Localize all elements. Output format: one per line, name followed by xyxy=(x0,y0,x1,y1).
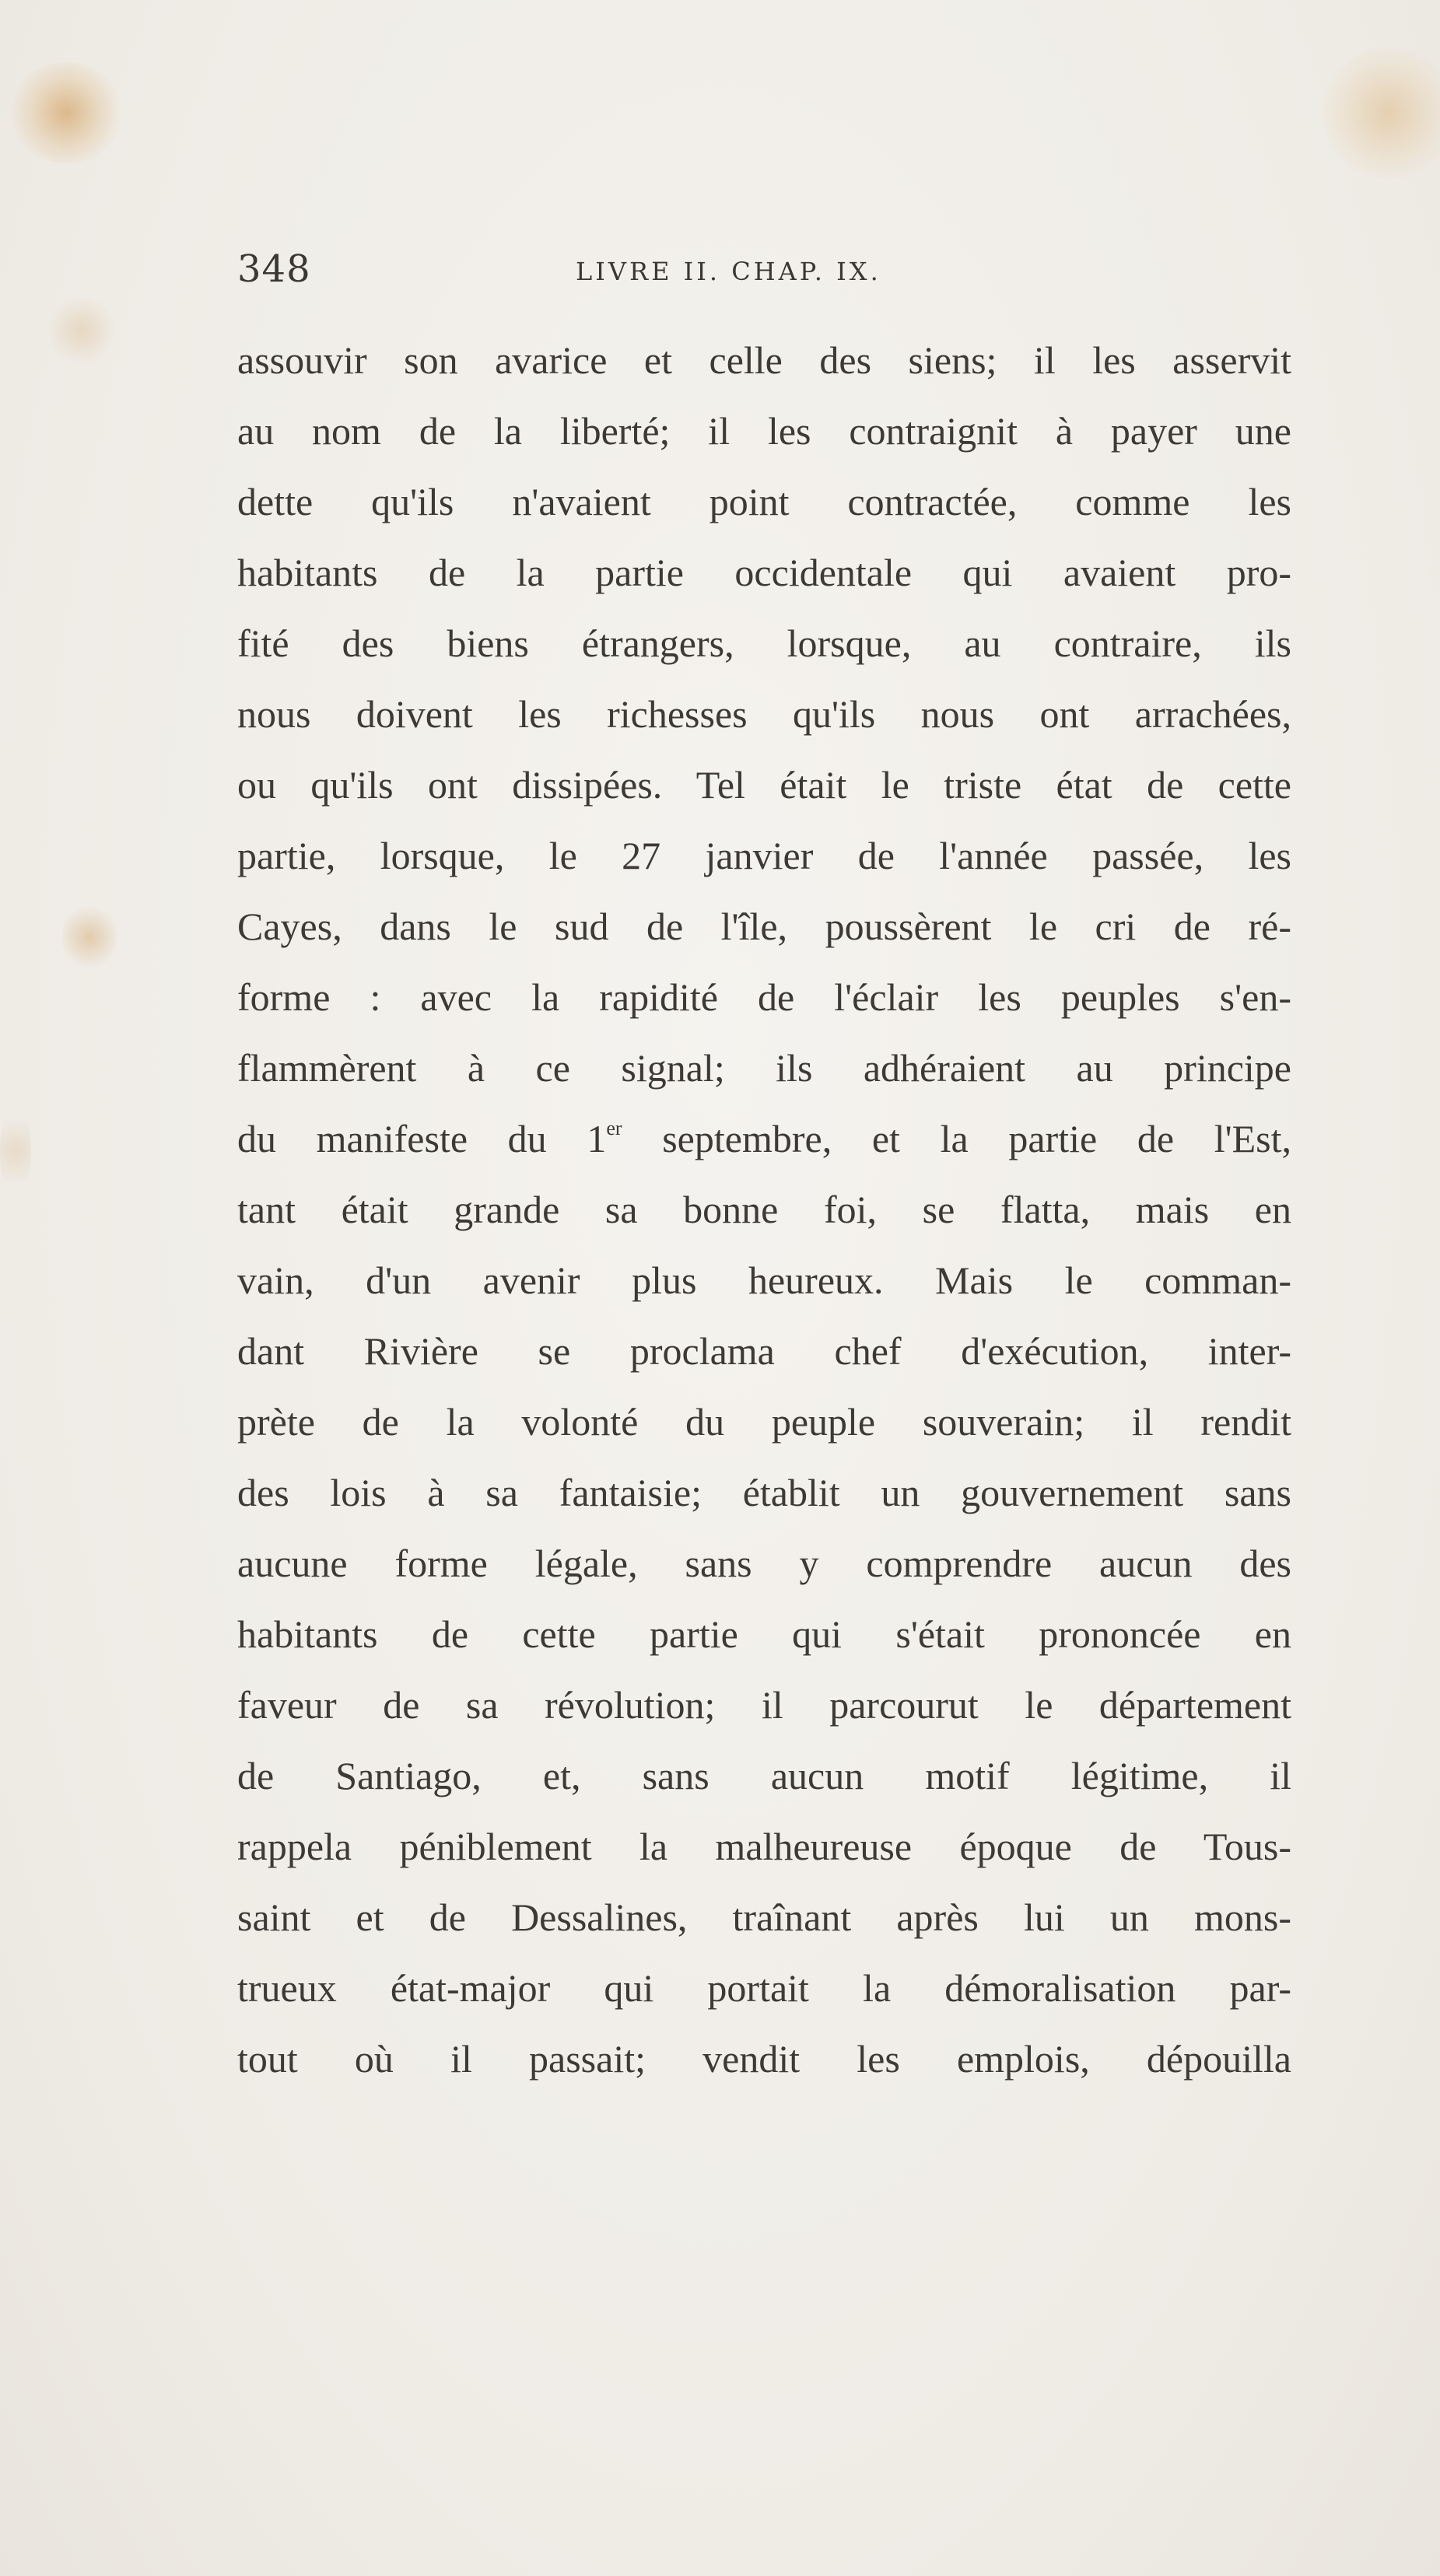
text-line: tout où il passait; vendit les emplois, dépouilla xyxy=(237,2037,1291,2081)
line-head: du manifeste du 1 xyxy=(237,1117,607,1160)
text-line: dant Rivière se proclama chef d'exécution, inter- xyxy=(237,1329,1291,1373)
text-line: nous doivent les richesses qu'ils nous ont arrachées, xyxy=(237,692,1291,736)
foxing-stain xyxy=(8,62,124,163)
line-tail: septembre, et la partie de l'Est, xyxy=(622,1117,1291,1160)
text-line: habitants de la partie occidentale qui avaient pro- xyxy=(237,551,1291,594)
foxing-stain xyxy=(1323,47,1440,179)
text-line: Cayes, dans le sud de l'île, poussèrent le cri de ré- xyxy=(237,905,1291,948)
running-head: LIVRE II. CHAP. IX. xyxy=(576,257,881,286)
body-text xyxy=(237,325,1291,2095)
text-line: de Santiago, et, sans aucun motif légitime, il xyxy=(237,1754,1291,1797)
text-line: habitants de cette partie qui s'était prononcée en xyxy=(237,1612,1291,1656)
text-line: ou qu'ils ont dissipées. Tel était le triste état de cette xyxy=(237,763,1291,807)
text-line: trueux état-major qui portait la démoralisation par- xyxy=(237,1966,1291,2010)
text-line-with-superscript xyxy=(237,1104,1291,1174)
text-line: forme : avec la rapidité de l'éclair les peuples s'en- xyxy=(237,975,1291,1019)
text-line: aucune forme légale, sans y comprendre aucun des xyxy=(237,1542,1291,1585)
text-line: dette qu'ils n'avaient point contractée, comme les xyxy=(237,480,1291,523)
page-number: 348 xyxy=(237,247,311,291)
foxing-stain xyxy=(0,1104,31,1198)
text-line: saint et de Dessalines, traînant après lui un mons- xyxy=(237,1895,1291,1939)
page-header xyxy=(237,247,1291,294)
text-line: assouvir son avarice et celle des siens; il les asservit xyxy=(237,338,1291,382)
text-line: vain, d'un avenir plus heureux. Mais le comman- xyxy=(237,1258,1291,1302)
text-line: flammèrent à ce signal; ils adhéraient au principe xyxy=(237,1046,1291,1090)
text-line: faveur de sa révolution; il parcourut le département xyxy=(237,1683,1291,1727)
text-line: prète de la volonté du peuple souverain; il rendit xyxy=(237,1400,1291,1444)
text-line: partie, lorsque, le 27 janvier de l'année passée, les xyxy=(237,834,1291,877)
ordinal-superscript: er xyxy=(606,1117,622,1139)
text-line: des lois à sa fantaisie; établit un gouvernement sans xyxy=(237,1471,1291,1514)
text-line: rappela péniblement la malheureuse époque de Tous- xyxy=(237,1825,1291,1868)
foxing-stain xyxy=(47,296,117,366)
text-line: au nom de la liberté; il les contraignit à payer une xyxy=(237,409,1291,453)
text-line: fité des biens étrangers, lorsque, au contraire, ils xyxy=(237,621,1291,665)
text-line: tant était grande sa bonne foi, se flatta, mais en xyxy=(237,1188,1291,1231)
foxing-stain xyxy=(62,902,117,972)
